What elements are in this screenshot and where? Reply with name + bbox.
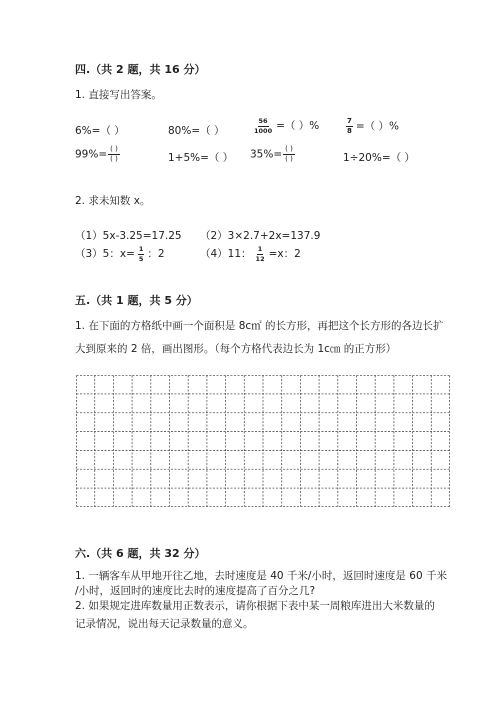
denominator: 12 [255, 254, 265, 263]
question-5-1-line-1: 1. 在下面的方格纸中画一个面积是 8c㎡ 的长方形，再把这个长方形的各边长扩 [75, 320, 444, 332]
expression: （3）5：x= [75, 248, 135, 260]
section-4-heading: 四.（共 2 题，共 16 分） [75, 63, 206, 76]
answer-blank: =（ ）% [355, 120, 399, 133]
section-5-heading: 五.（共 1 题，共 5 分） [75, 294, 198, 307]
calc-35-percent [250, 146, 295, 163]
fraction-1-12 [255, 246, 266, 262]
question-4-2-title: 2. 求未知数 x。 [75, 195, 151, 207]
calc-80-percent: 80%=（ ） [168, 125, 225, 137]
numerator: 56 [258, 117, 268, 125]
blank-fraction [283, 146, 295, 163]
section-6-heading: 六.（共 6 题，共 32 分） [75, 547, 206, 560]
denominator: 8 [347, 127, 352, 135]
equation-1: （1）5x-3.25=17.25 [75, 230, 182, 242]
denominator-blank: ( ) [110, 155, 118, 163]
equation-2: （2）3×2.7+2x=137.9 [200, 230, 321, 242]
expression-tail: =x：2 [268, 248, 301, 260]
equation-4 [200, 246, 301, 262]
question-6-2-line-2: 记录情况，说出每天记录数量的意义。 [75, 618, 254, 630]
numerator-blank: ( ) [110, 145, 118, 153]
question-6-1-line-2: /小时，返回时的速度比去时的速度提高了百分之几? [75, 585, 316, 597]
denominator-blank: ( ) [285, 155, 293, 163]
expression: 99%= [75, 148, 108, 161]
equation-3 [75, 246, 165, 262]
question-5-1-line-2: 大到原来的 2 倍，画出图形。（每个方格代表边长为 1c㎝ 的正方形） [75, 343, 397, 355]
question-6-1-line-1: 1. 一辆客车从甲地开往乙地，去时速度是 40 千米/小时，返回时速度是 60 千米 [75, 570, 447, 582]
denominator: 1000 [254, 126, 273, 135]
fraction-7-8 [346, 118, 353, 135]
numerator: 1 [138, 245, 144, 253]
denominator: 5 [138, 254, 144, 263]
question-4-1-title: 1. 直接写出答案。 [75, 89, 162, 101]
calc-1-plus-5-percent: 1+5%=（ ） [168, 152, 234, 164]
square-grid-paper[interactable] [76, 375, 450, 507]
fraction-56-1000 [253, 118, 273, 134]
answer-blank: =（ ）% [276, 120, 320, 132]
expression-tail: ：2 [147, 248, 165, 260]
numerator: 7 [347, 117, 352, 125]
calc-6-percent: 6%=（ ） [75, 125, 125, 137]
blank-fraction [108, 146, 120, 163]
calc-1-div-20-percent: 1÷20%=（ ） [343, 152, 415, 164]
calc-99-percent [75, 146, 120, 163]
calc-fraction-7-8 [343, 118, 399, 135]
expression: （4）11： [200, 248, 252, 260]
numerator: 1 [257, 245, 263, 253]
calc-fraction-56-1000 [250, 118, 319, 134]
fraction-1-5 [138, 246, 145, 262]
expression: 35%= [250, 148, 283, 161]
question-6-2-line-1: 2. 如果规定进库数量用正数表示，请你根据下表中某一周粮库进出大米数量的 [75, 600, 435, 612]
numerator-blank: ( ) [285, 145, 293, 153]
